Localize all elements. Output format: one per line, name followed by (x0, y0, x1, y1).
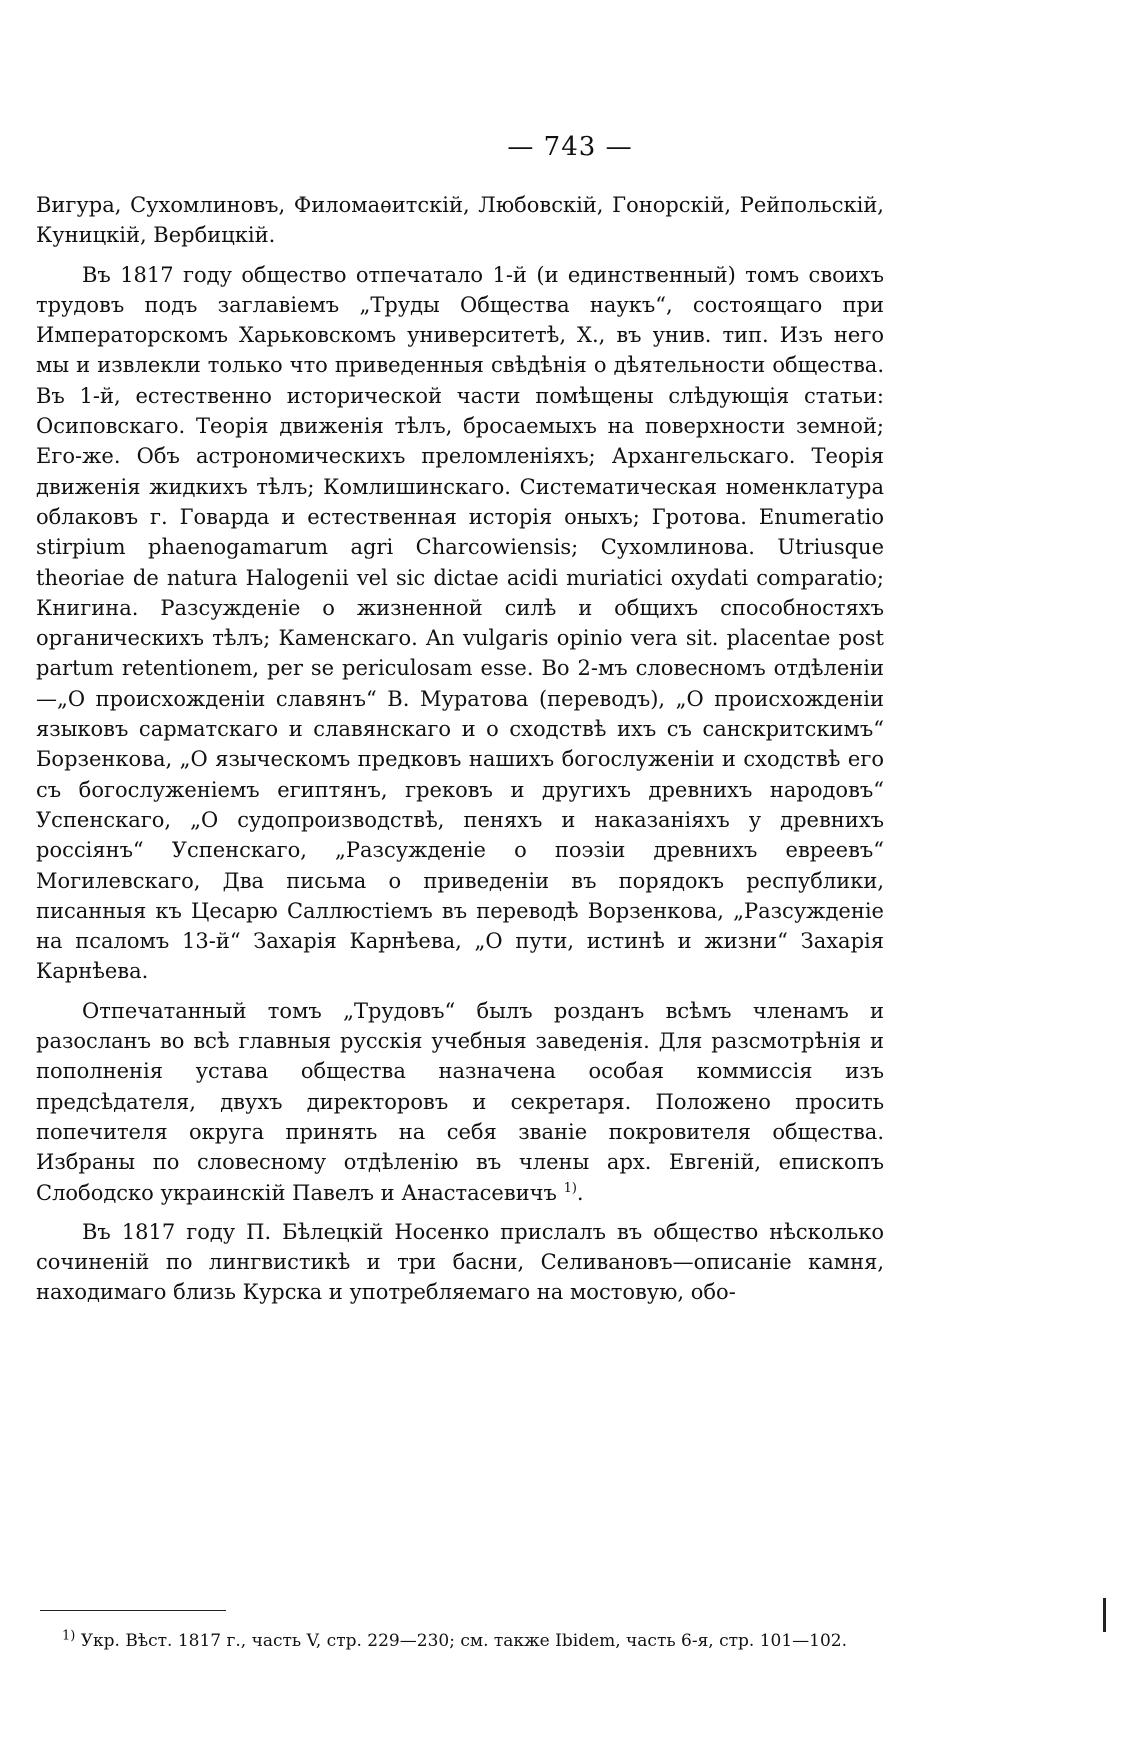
footnote-divider (40, 1610, 226, 1611)
paragraph-3 (36, 996, 884, 1208)
paragraph-1: Вигура, Сухомлиновъ, Филомаѳитскій, Любовскій, Гонорскій, Рейпольскій, Куницкій, Вербицкій. (36, 193, 884, 248)
margin-mark (1103, 1598, 1106, 1632)
footnote-reference[interactable]: 1) (563, 1180, 577, 1196)
paragraph-3-tail: . (576, 1180, 584, 1205)
body-text (36, 190, 884, 1308)
footnote-1 (36, 1628, 884, 1655)
page-number: — 743 — (507, 132, 633, 162)
footnote-text: Укр. Вѣст. 1817 г., часть V, стр. 229—230; см. также Ibidem, часть 6-я, стр. 101—102. (80, 1631, 848, 1651)
paragraph-4: Въ 1817 году П. Бѣлецкій Носенко прислалъ въ общество нѣсколько сочиненій по лингвистикѣ и три басни, Селивановъ—описаніе камня, находимаго близь Курска и употребляемаго на мостовую, обо- (36, 1219, 884, 1305)
paragraph-2: Въ 1817 году общество отпечатало 1-й (и единственный) томъ своихъ трудовъ подъ заглавіемъ „Труды Общества наукъ“, состоящаго при Императорскомъ Харьковскомъ университетѣ, X., въ унив. тип. Изъ него мы и извлекли только что приведенныя свѣдѣнія о дѣятельности общества. Въ 1-й, естественно исторической части помѣщены слѣдующія статьи: Осиповскаго. Теорія движенія тѣлъ, бросаемыхъ на поверхности земной; Его-же. Объ астрономическихъ преломленіяхъ; Архангельскаго. Теорія движенія жидкихъ тѣлъ; Комлишинскаго. Систематическая номенклатура облаковъ г. Говарда и естественная исторія оныхъ; Гротова. Enumeratio stirpium phaenogamarum agri Charcowiensis; Сухомлинова. Utriusque theoriae de natura Halogenii vel sic dictae acidi muriatici oxydati comparatio; Книгина. Разсужденіе о жизненной силѣ и общихъ способностяхъ органическихъ тѣлъ; Каменскаго. An vulgaris opinio vera sit. placentae post partum retentionem, per se periculosam esse. Во 2-мъ словесномъ отдѣленіи—„О происхожденіи славянъ“ В. Муратова (переводъ), „О происхожденіи языковъ сарматскаго и славянскаго и о сходствѣ ихъ съ санскритскимъ“ Борзенкова, „О языческомъ предковъ нашихъ богослуженіи и сходствѣ его съ богослуженіемъ египтянъ, грековъ и другихъ древнихъ народовъ“ Успенскаго, „О судопроизводствѣ, пеняхъ и наказаніяхъ у древнихъ россіянъ“ Успенскаго, „Разсужденіе о поэзіи древнихъ евреевъ“ Могилевскаго, Два письма о приведеніи въ порядокъ республики, писанныя къ Цесарю Саллюстіемъ въ переводѣ Ворзенкова, „Разсужденіе на псаломъ 13-й“ Захарія Карнѣева, „О пути, истинѣ и жизни“ Захарія Карнѣева. (36, 262, 884, 984)
paragraph-3-text: Отпечатанный томъ „Трудовъ“ былъ розданъ всѣмъ членамъ и разосланъ во всѣ главныя русскія учебныя заведенія. Для разсмотрѣнія и пополненія устава общества назначена особая коммиссія изъ предсѣдателя, двухъ директоровъ и секретаря. Положено просить попечителя округа принять на себя званіе покровителя общества. Избраны по словесному отдѣленію въ члены арх. Евгеній, епископъ Слободско украинскій Павелъ и Анастасевичъ (36, 998, 884, 1205)
footnotes (36, 1628, 884, 1655)
footnote-marker: 1) (62, 1628, 76, 1644)
